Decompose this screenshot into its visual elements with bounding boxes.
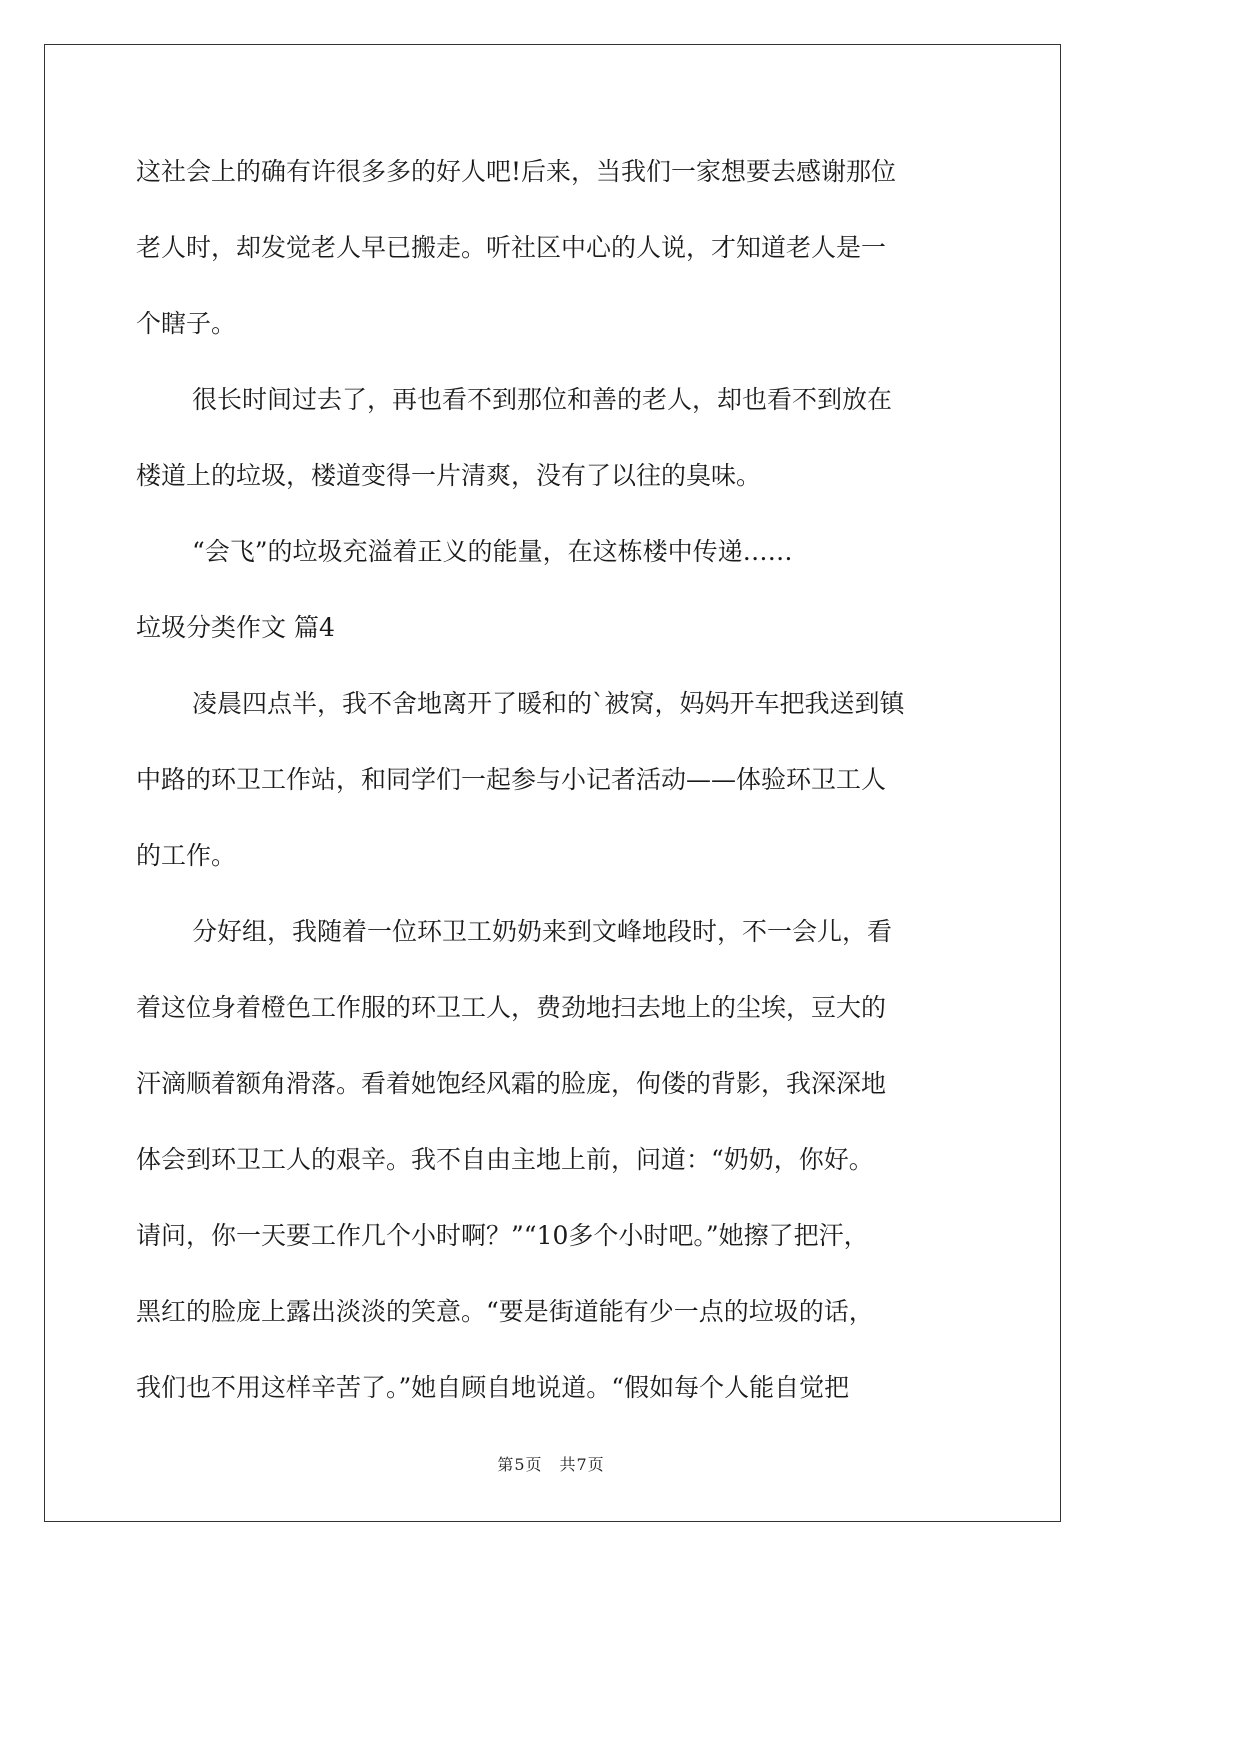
document-body: [136, 145, 976, 1437]
text-line: 中路的环卫工作站，和同学们一起参与小记者活动——体验环卫工人: [136, 765, 887, 794]
text-line: 这社会上的确有许很多多的好人吧!后来，当我们一家想要去感谢那位: [136, 157, 897, 186]
text-line: “会飞”的垃圾充溢着正义的能量，在这栋楼中传递……: [192, 537, 793, 566]
text-line: 汗滴顺着额角滑落。看着她饱经风霜的脸庞，佝偻的背影，我深深地: [136, 1069, 887, 1098]
text-line: 楼道上的垃圾，楼道变得一片清爽，没有了以往的臭味。: [136, 461, 762, 490]
text-line: 凌晨四点半，我不舍地离开了暖和的`被窝，妈妈开车把我送到镇: [192, 689, 905, 718]
text-line: 的工作。: [136, 841, 237, 870]
text-line: 个瞎子。: [136, 309, 237, 338]
page-number-footer: 第5页 共7页: [497, 1455, 605, 1474]
text-line: 着这位身着橙色工作服的环卫工人，费劲地扫去地上的尘埃，豆大的: [136, 993, 887, 1022]
text-line: 分好组，我随着一位环卫工奶奶来到文峰地段时，不一会儿，看: [192, 917, 893, 946]
text-line: 很长时间过去了，再也看不到那位和善的老人，却也看不到放在: [192, 385, 893, 414]
section-heading: 垃圾分类作文 篇4: [136, 613, 335, 642]
text-line: 黑红的脸庞上露出淡淡的笑意。“要是街道能有少一点的垃圾的话，: [136, 1297, 874, 1326]
text-line: 请问，你一天要工作几个小时啊？”“10多个小时吧。”她擦了把汗，: [136, 1221, 869, 1250]
text-line: 体会到环卫工人的艰辛。我不自由主地上前，问道：“奶奶，你好。: [136, 1145, 874, 1174]
text-line: 我们也不用这样辛苦了。”她自顾自地说道。“假如每个人能自觉把: [136, 1373, 850, 1402]
text-line: 老人时，却发觉老人早已搬走。听社区中心的人说，才知道老人是一: [136, 233, 887, 262]
